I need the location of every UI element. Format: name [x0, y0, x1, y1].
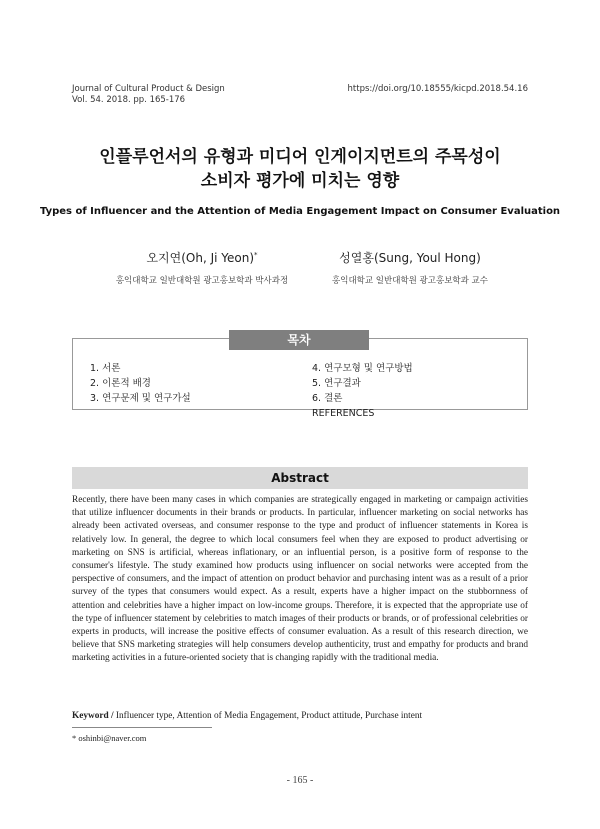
english-title: Types of Influencer and the Attention of Media Engagement Impact on Consumer Evaluation [39, 206, 561, 217]
footnote-email: * oshinbi@naver.com [72, 733, 147, 743]
keywords-label: Keyword / [72, 711, 114, 721]
korean-title [0, 145, 600, 193]
page-number: - 165 - [286, 775, 314, 786]
abstract-text: Recently, there have been many cases in which companies are strategically engaged in marketing or campaign activities that utilize influencer documents in their brands or products. In particular, influencer marketing on social networks has already been activated overseas, and consumer response to the type and product of influencer statements in Korea is relatively low. In general, the degree to which local consumers feel when they are exposed to product advertising or marketing on SNS is artificial, whereas inflationary, or an influential person, is a positive form of response to the consumer's lifestyle. The study examined how products using influencer on social networks were accepted from the perspective of consumers, and the impact of attention on product behavior and purchasing intent was as a result of a prior survey of the types that consumers would expect. As a result, experts have a higher impact on the stubbornness of attention and celebrities have a higher impact on low-income groups. Therefore, it is expected that the appropriate use of the type of influencer statement by celebrities to match images of their products or brands, or of professional celebrities or experts in products, will increase the positive effects of consumer evaluation. As a result of this research direction, we believe that SNS marketing strategies will help consumers develop authenticity, trust and empathy for products and brand marketing activities in a future-oriented society that is changing rapidly with the traditional media. [72, 495, 528, 664]
keywords [72, 711, 528, 721]
korean-title-line2: 소비자 평가에 미치는 영향 [200, 171, 400, 191]
author-mark: * [254, 251, 258, 259]
doi-link[interactable]: https://doi.org/10.18555/kicpd.2018.54.16 [347, 84, 528, 94]
author-2 [300, 249, 520, 286]
toc-item: 5. 연구결과 [312, 378, 361, 389]
abstract-heading: Abstract [72, 467, 528, 489]
toc-item: 4. 연구모형 및 연구방법 [312, 363, 413, 374]
toc-item: 3. 연구문제 및 연구가설 [90, 393, 191, 404]
author-name: 성열홍(Sung, Youl Hong) [339, 251, 481, 265]
keywords-text: Influencer type, Attention of Media Engagement, Product attitude, Purchase intent [115, 711, 423, 721]
journal-volume: Vol. 54. 2018. pp. 165-176 [72, 95, 186, 105]
author-1 [92, 249, 312, 286]
toc-heading: 목차 [229, 330, 369, 350]
toc-right-column [312, 361, 413, 421]
journal-info [72, 84, 225, 106]
author-affiliation: 홍익대학교 일반대학원 광고홍보학과 박사과정 [115, 276, 289, 286]
toc-left-column [90, 361, 191, 406]
author-name: 오지연(Oh, Ji Yeon)* [146, 251, 258, 265]
author-affiliation: 홍익대학교 일반대학원 광고홍보학과 교수 [332, 276, 488, 286]
toc-item: 6. 결론 [312, 393, 343, 404]
toc-item: 1. 서론 [90, 363, 121, 374]
footnote-divider [72, 727, 212, 728]
toc-item: REFERENCES [312, 408, 375, 419]
korean-title-line1: 인플루언서의 유형과 미디어 인게이지먼트의 주목성이 [99, 147, 501, 167]
journal-name: Journal of Cultural Product & Design [72, 84, 225, 94]
toc-item: 2. 이론적 배경 [90, 378, 151, 389]
